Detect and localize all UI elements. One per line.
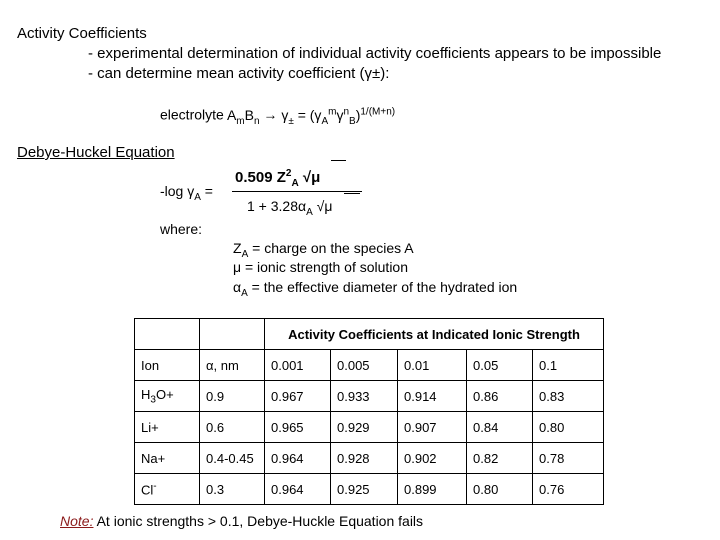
arrow-icon: →	[263, 106, 278, 123]
table-cell: 0.80	[533, 412, 604, 443]
definition-render: $\alpha_A$ = the effective diameter of the hydrated ion	[233, 279, 518, 299]
table-cell: 0.929	[331, 412, 398, 443]
expression-render: $\gamma_\pm = (\gamma_A^m\gamma^n_B)^{1/(M+n)}$	[281, 106, 396, 127]
where-label: where:	[160, 221, 203, 237]
table-row	[135, 381, 604, 412]
table-row	[135, 474, 604, 505]
electrolyte-expression	[160, 106, 395, 126]
header-cell: 0.005	[331, 350, 398, 381]
table-cell: 0.84	[467, 412, 533, 443]
footnote	[60, 513, 423, 529]
lhs-render: -log $\gamma_A$ =	[160, 183, 213, 203]
table-cell: 0.899	[398, 474, 467, 505]
numerator-render: 0.509 $Z^2_A$ √μ	[235, 168, 321, 189]
table-cell: 0.6	[200, 412, 265, 443]
table-cell: 0.928	[331, 443, 398, 474]
table-cell: 0.933	[331, 381, 398, 412]
table-cell: 0.964	[265, 474, 331, 505]
definition-item	[233, 279, 517, 299]
table-corner-cell	[200, 319, 265, 350]
table-header-row	[135, 350, 604, 381]
table-caption: Activity Coefficients at Indicated Ionic Strength	[265, 319, 604, 350]
note-label: Note:	[60, 513, 94, 529]
definition-item	[233, 240, 414, 260]
table-cell: 0.86	[467, 381, 533, 412]
activity-coefficients-table	[134, 318, 604, 505]
header-cell: 0.001	[265, 350, 331, 381]
table-cell: 0.76	[533, 474, 604, 505]
table-row	[135, 443, 604, 474]
table-cell: Li+	[135, 412, 200, 443]
table-cell: 0.82	[467, 443, 533, 474]
table-cell: 0.78	[533, 443, 604, 474]
electrolyte-label: electrolyte	[160, 106, 224, 123]
section-title: Debye-Huckel Equation	[17, 144, 175, 161]
equation-numerator	[235, 168, 320, 189]
table-cell: 0.967	[265, 381, 331, 412]
table-cell: Na+	[135, 443, 200, 474]
sqrt-overbar	[344, 193, 360, 194]
header-cell: Ion	[135, 350, 200, 381]
formula-render: $A_mB_n$	[226, 106, 260, 127]
equation-lhs	[160, 183, 213, 203]
table-cell: $H_3O+$	[135, 381, 200, 412]
bullet-item: - can determine mean activity coefficient (γ±):	[88, 65, 390, 82]
table-cell: 0.4-0.45	[200, 443, 265, 474]
table-cell: 0.80	[467, 474, 533, 505]
table-cell: 0.9	[200, 381, 265, 412]
header-cell: 0.05	[467, 350, 533, 381]
table-cell: 0.914	[398, 381, 467, 412]
definition-item: μ = ionic strength of solution	[233, 259, 408, 275]
table-row	[135, 412, 604, 443]
fraction-bar	[232, 191, 362, 192]
sqrt-overbar	[331, 160, 346, 161]
table-cell: 0.965	[265, 412, 331, 443]
table-cell: 0.902	[398, 443, 467, 474]
bullet-item: - experimental determination of individual activity coefficients appears to be impossible	[88, 45, 662, 62]
table-cell: 0.925	[331, 474, 398, 505]
denominator-render: $1 + 3.28\alpha_A$ √μ	[247, 198, 333, 218]
table-cell: 0.964	[265, 443, 331, 474]
header-cell: 0.1	[533, 350, 604, 381]
header-cell: 0.01	[398, 350, 467, 381]
definition-render: $Z_A$ = charge on the species A	[233, 240, 414, 260]
header-cell: α, nm	[200, 350, 265, 381]
table-cell: Cl-	[135, 474, 200, 505]
table-cell: 0.907	[398, 412, 467, 443]
note-text: At ionic strengths > 0.1, Debye-Huckle Equation fails	[93, 513, 424, 529]
table-cell: 0.3	[200, 474, 265, 505]
page-title: Activity Coefficients	[17, 25, 147, 42]
table-corner-cell	[135, 319, 200, 350]
table-cell: 0.83	[533, 381, 604, 412]
equation-denominator	[247, 198, 332, 218]
